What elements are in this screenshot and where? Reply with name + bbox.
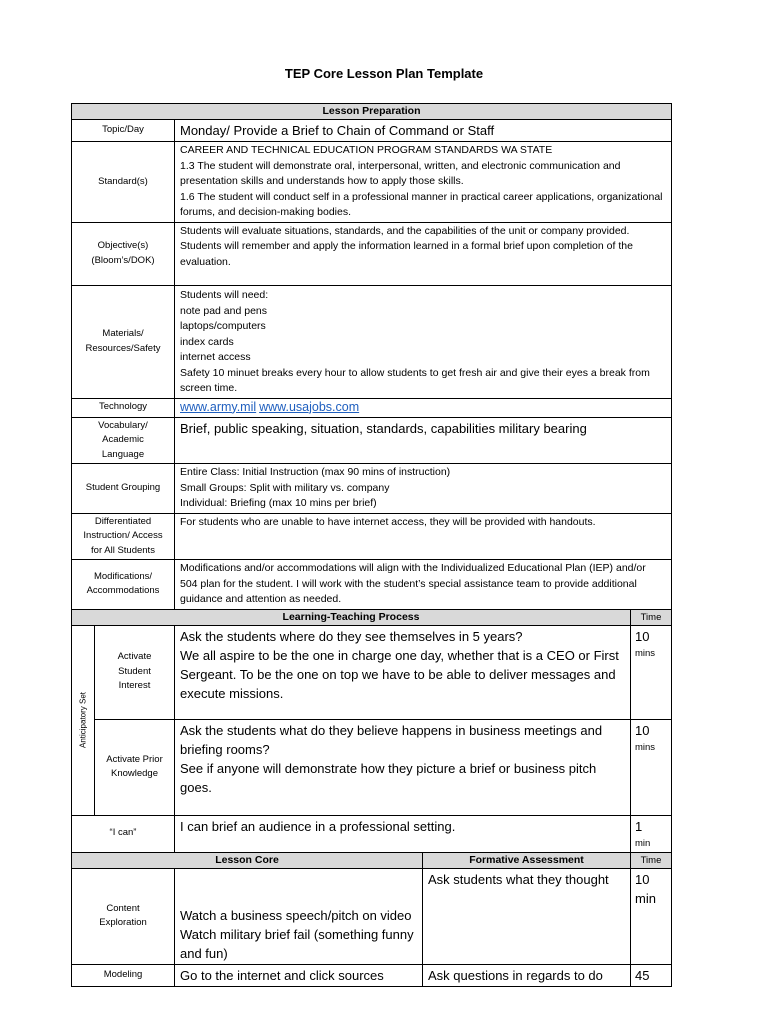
activate-interest-time-unit: mins xyxy=(635,647,656,659)
topic-value: Monday/ Provide a Brief to Chain of Command or Staff xyxy=(175,120,672,142)
formative-assessment-header: Formative Assessment xyxy=(423,852,631,868)
activate-prior-row xyxy=(72,719,672,815)
standards-value: CAREER AND TECHNICAL EDUCATION PROGRAM STANDARDS WA STATE 1.3 The student will demonstrate oral, interpersonal, written, and electronic communication and presentation skills and understands how to apply those skills. 1.6 The student will conduct self in a professional manner in practical career applications, organizational forums, and decision-making bodies. xyxy=(175,142,672,223)
process-header-row xyxy=(72,609,672,625)
usajobs-link[interactable]: www.usajobs.com xyxy=(259,399,360,414)
anticipatory-set-cell xyxy=(72,625,95,815)
activate-prior-time xyxy=(631,719,672,815)
objectives-label: Objective(s) (Bloom’s/DOK) xyxy=(72,222,175,285)
topic-label: Topic/Day xyxy=(72,120,175,142)
i-can-time xyxy=(631,815,672,852)
grouping-row xyxy=(72,464,672,514)
content-exploration-value: Watch a business speech/pitch on video Watch military brief fail (something funny and fun) xyxy=(175,868,423,964)
activate-prior-value: Ask the students what do they believe happens in business meetings and briefing rooms? See if anyone will demonstrate how they picture a brief or business pitch goes. xyxy=(175,719,631,815)
standards-label: Standard(s) xyxy=(72,142,175,223)
content-exploration-label: Content Exploration xyxy=(72,868,175,964)
i-can-time-value: 1 xyxy=(635,818,643,834)
content-exploration-row xyxy=(72,868,672,964)
i-can-time-unit: min xyxy=(635,837,651,849)
objectives-row xyxy=(72,222,672,285)
activate-interest-row xyxy=(72,625,672,719)
modifications-row xyxy=(72,560,672,610)
content-exploration-assessment: Ask students what they thought xyxy=(423,868,631,964)
vocabulary-label: Vocabulary/ Academic Language xyxy=(72,417,175,464)
differentiated-row xyxy=(72,513,672,560)
modeling-time: 45 xyxy=(631,964,672,986)
vocabulary-value: Brief, public speaking, situation, standards, capabilities military bearing xyxy=(175,417,672,464)
technology-value xyxy=(175,398,672,417)
modifications-label: Modifications/ Accommodations xyxy=(72,560,175,610)
prep-header-row xyxy=(72,104,672,120)
content-exploration-time: 10 min xyxy=(631,868,672,964)
activate-interest-label: Activate Student Interest xyxy=(95,625,175,719)
process-time-header: Time xyxy=(631,609,672,625)
core-time-header: Time xyxy=(631,852,672,868)
materials-value: Students will need: note pad and pens laptops/computers index cards internet access Safety 10 minuet breaks every hour to allow students to get fresh air and give their eyes a break from screen time. xyxy=(175,285,672,398)
i-can-row xyxy=(72,815,672,852)
activate-interest-time xyxy=(631,625,672,719)
materials-row xyxy=(72,285,672,398)
modeling-value: Go to the internet and click sources xyxy=(175,964,423,986)
document-title: TEP Core Lesson Plan Template xyxy=(284,66,484,81)
technology-label: Technology xyxy=(72,398,175,417)
vocabulary-row xyxy=(72,417,672,464)
activate-prior-time-value: 10 xyxy=(635,722,650,738)
technology-row xyxy=(72,398,672,417)
materials-label: Materials/ Resources/Safety xyxy=(72,285,175,398)
modeling-assessment: Ask questions in regards to do xyxy=(423,964,631,986)
learning-teaching-header: Learning-Teaching Process xyxy=(72,609,631,625)
army-link[interactable]: www.army.mil xyxy=(180,399,257,414)
activate-interest-value: Ask the students where do they see themselves in 5 years? We all aspire to be the one in charge one day, whether that is a CEO or First Sergeant. To be the one on top we have to be able to deliver messages and execute missions. xyxy=(175,625,631,719)
topic-row xyxy=(72,120,672,142)
core-header-row xyxy=(72,852,672,868)
modeling-label: Modeling xyxy=(72,964,175,986)
lesson-preparation-header: Lesson Preparation xyxy=(72,104,672,120)
modeling-row xyxy=(72,964,672,986)
anticipatory-set-label: Anticipatory Set xyxy=(78,691,88,749)
activate-prior-label: Activate Prior Knowledge xyxy=(95,719,175,815)
grouping-label: Student Grouping xyxy=(72,464,175,514)
objectives-value: Students will evaluate situations, standards, and the capabilities of the unit or company provided. Students will remember and apply the information learned in a formal brief upon completion of the evaluation. xyxy=(175,222,672,285)
standards-row xyxy=(72,142,672,223)
modifications-value: Modifications and/or accommodations will align with the Individualized Educational Plan (IEP) and/or 504 plan for the student. I will work with the student’s special assistance team to provide additional guidance and attention as needed. xyxy=(175,560,672,610)
grouping-value: Entire Class: Initial Instruction (max 90 mins of instruction) Small Groups: Split with military vs. company Individual: Briefing (max 10 mins per brief) xyxy=(175,464,672,514)
i-can-label: “I can” xyxy=(72,815,175,852)
activate-interest-time-value: 10 xyxy=(635,628,650,644)
lesson-core-header: Lesson Core xyxy=(72,852,423,868)
activate-prior-time-unit: mins xyxy=(635,741,656,753)
differentiated-label: Differentiated Instruction/ Access for All Students xyxy=(72,513,175,560)
lesson-plan-table xyxy=(71,103,672,987)
i-can-value: I can brief an audience in a professional setting. xyxy=(175,815,631,852)
differentiated-value: For students who are unable to have internet access, they will be provided with handouts. xyxy=(175,513,672,560)
